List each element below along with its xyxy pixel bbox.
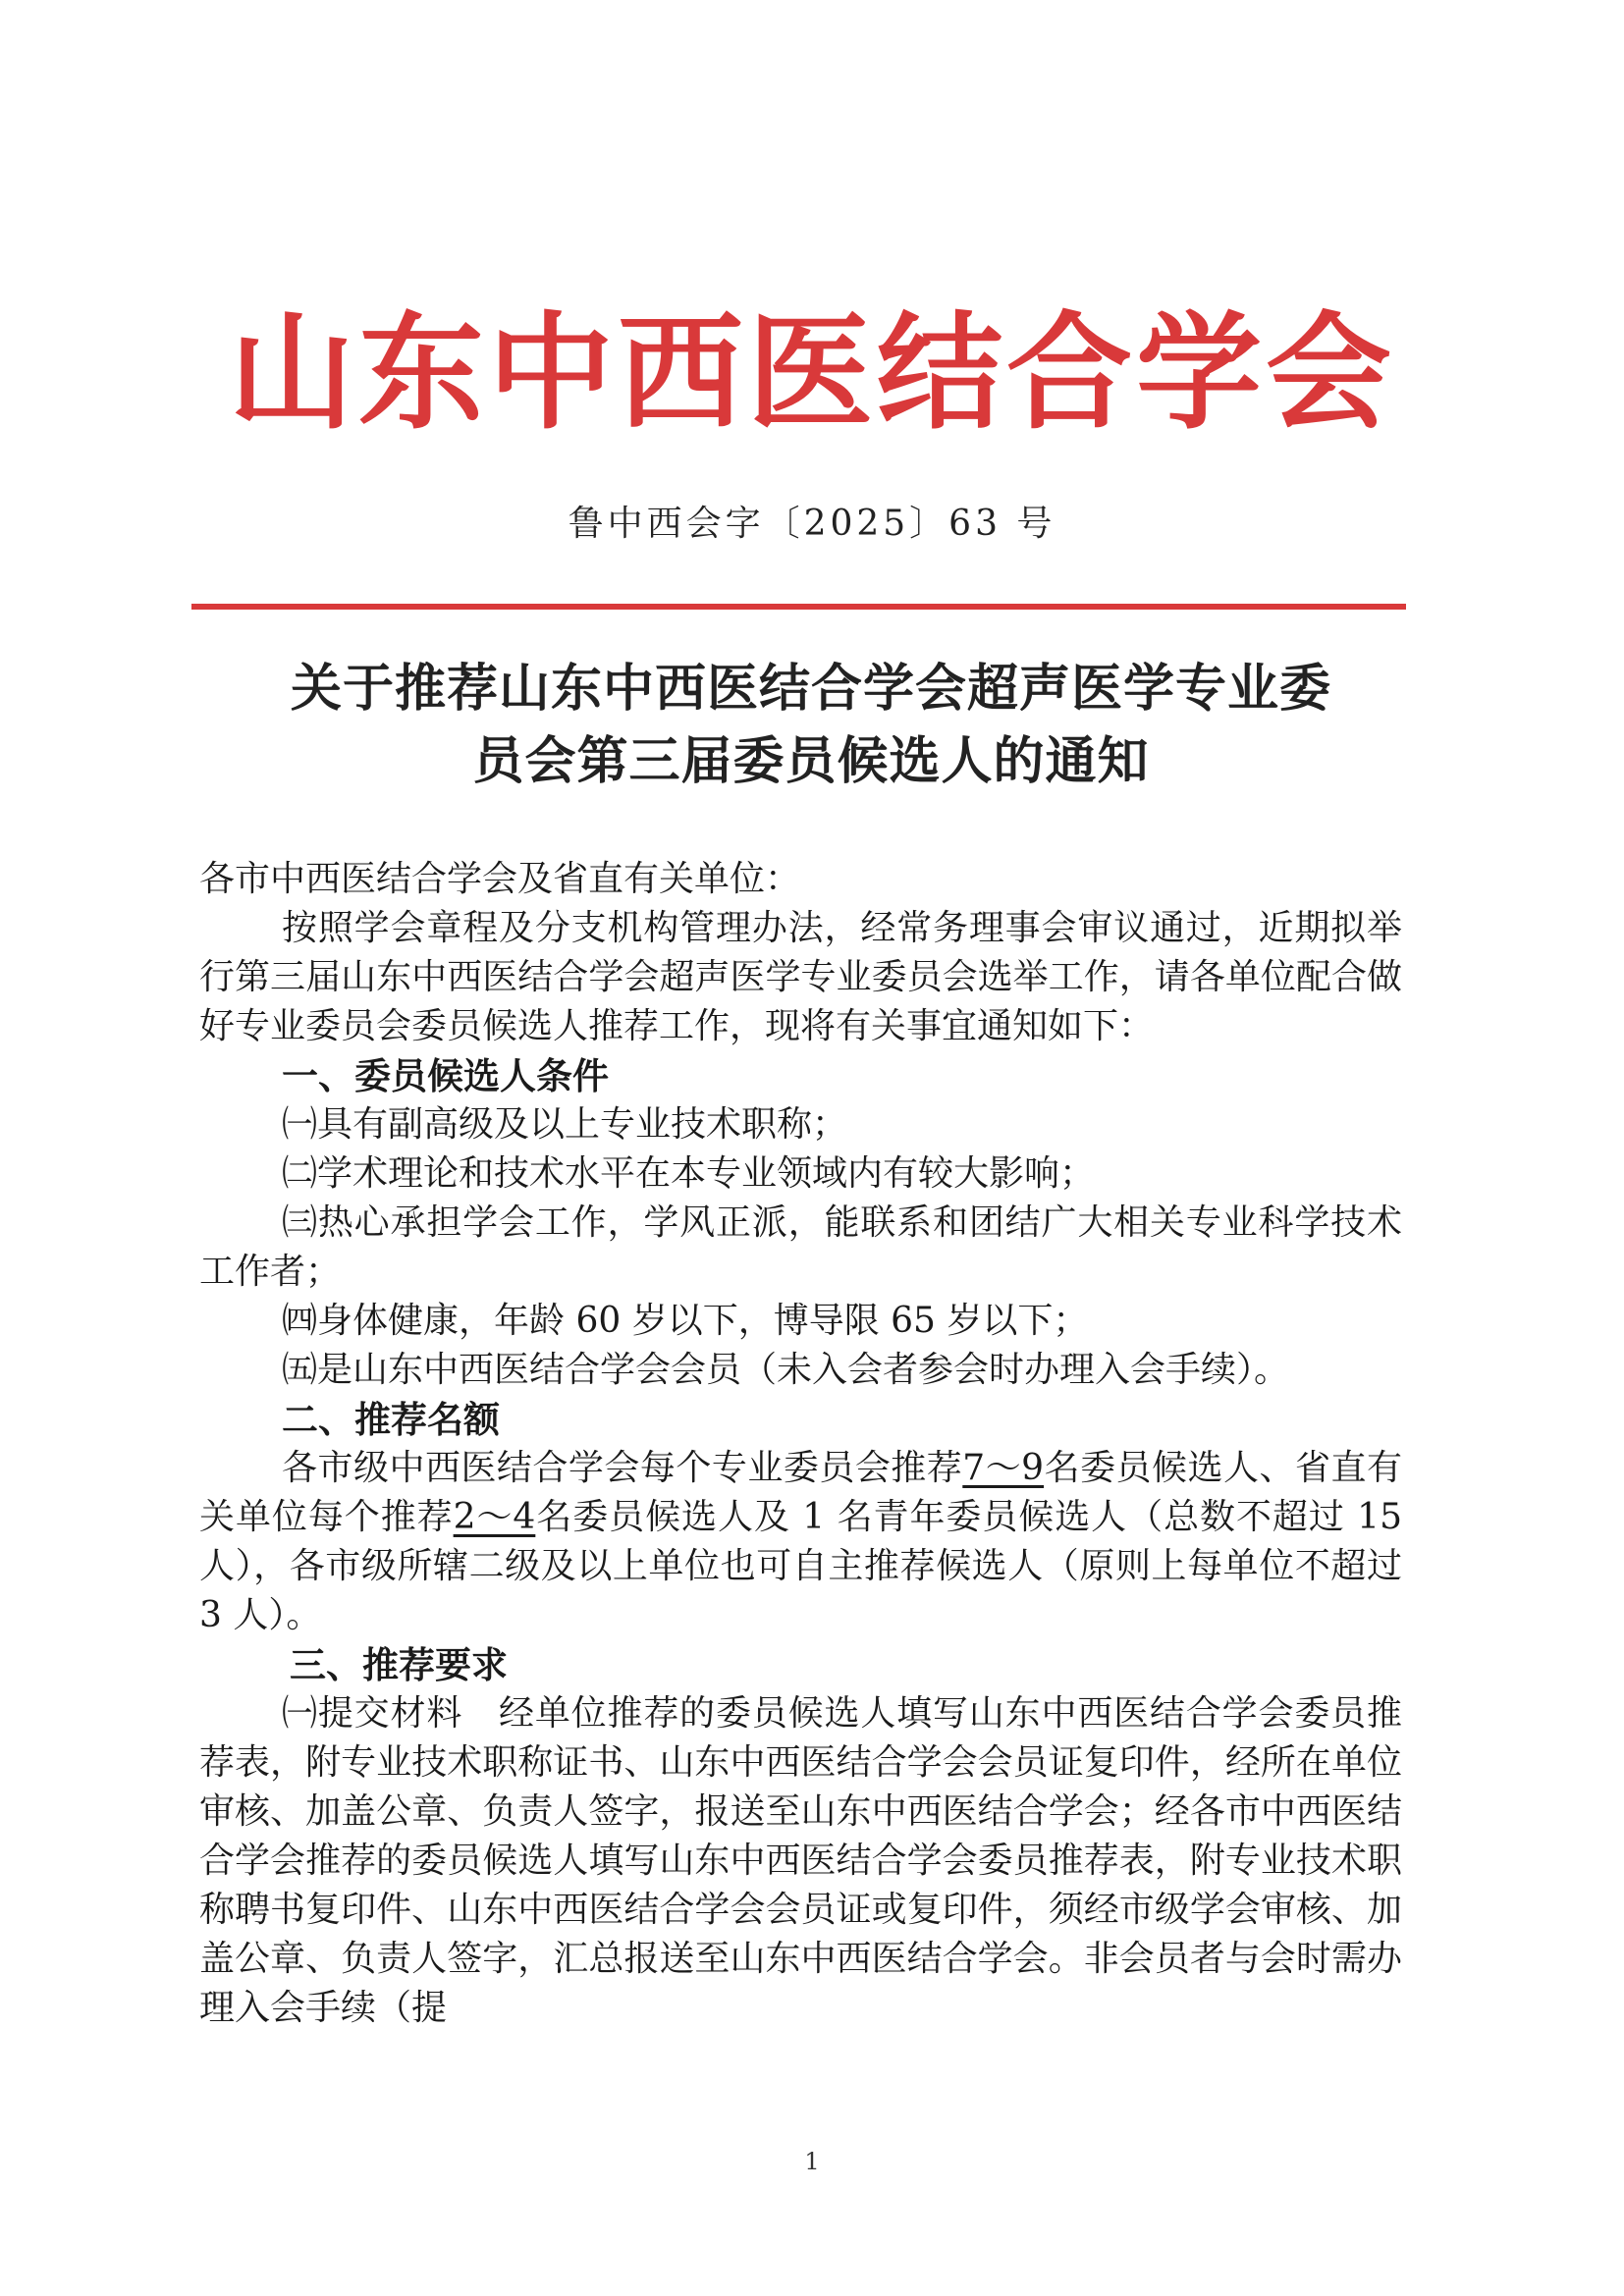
notice-body [199,855,1402,2033]
header-divider [191,604,1406,610]
section-1-item-3: ㈢热心承担学会工作，学风正派，能联系和团结广大相关专业科学技术工作者； [199,1202,1402,1292]
section-2-text-part-2: 名委员候选人、省直有关单位每个推荐 [199,1448,1402,1537]
organization-title: 山东中西医结合学会 [228,299,1395,447]
section-3-item-1: ㈠提交材料 经单位推荐的委员候选人填写山东中西医结合学会委员推荐表，附专业技术职称证书、山东中西医结合学会会员证复印件，经所在单位审核、加盖公章、负责人签字，报送至山东中西医结合学会；经各市中西医结合学会推荐的委员候选人填写山东中西医结合学会委员推荐表，附专业技术职称聘书复印件、山东中西医结合学会会员证或复印件，须经市级学会审核、加盖公章、负责人签字，汇总报送至山东中西医结合学会。非会员者与会时需办理入会手续（提 [199,1693,1402,2028]
section-2-text-part-3: 名委员候选人及 1 名青年委员候选人（总数不超过 15 人），各市级所辖二级及以上单位也可自主推荐候选人（原则上每单位不超过 3 人）。 [199,1497,1402,1635]
document-number: 鲁中西会字〔2025〕63 号 [568,504,1056,544]
intro-paragraph: 按照学会章程及分支机构管理办法，经常务理事会审议通过，近期拟举行第三届山东中西医结合学会超声医学专业委员会选举工作，请各单位配合做好专业委员会委员候选人推荐工作，现将有关事宜通知如下： [199,908,1402,1046]
notice-title-line-2: 员会第三届委员候选人的通知 [472,731,1150,791]
notice-title [191,653,1431,798]
salutation: 各市中西医结合学会及省直有关单位： [199,859,801,899]
section-2-text-part-1: 各市级中西医结合学会每个专业委员会推荐 [282,1448,963,1488]
section-1-item-4: ㈣身体健康，年龄 60 岁以下，博导限 65 岁以下； [282,1301,1089,1341]
section-3-heading: 三、推荐要求 [290,1643,508,1686]
section-1-item-2: ㈡学术理论和技术水平在本专业领域内有较大影响； [282,1153,1096,1194]
section-1-item-5: ㈤是山东中西医结合学会会员（未入会者参会时办理入会手续）。 [282,1350,1290,1390]
section-2-paragraph [199,1444,1402,1640]
quota-provincial: 2～4 [453,1497,536,1537]
section-2-heading: 二、推荐名额 [282,1398,500,1441]
notice-title-line-1: 关于推荐山东中西医结合学会超声医学专业委 [290,659,1331,719]
section-1-item-1: ㈠具有副高级及以上专业技术职称； [282,1104,848,1145]
page-number: 1 [804,2148,820,2175]
section-1-heading: 一、委员候选人条件 [282,1054,609,1097]
quota-city: 7～9 [962,1448,1045,1488]
